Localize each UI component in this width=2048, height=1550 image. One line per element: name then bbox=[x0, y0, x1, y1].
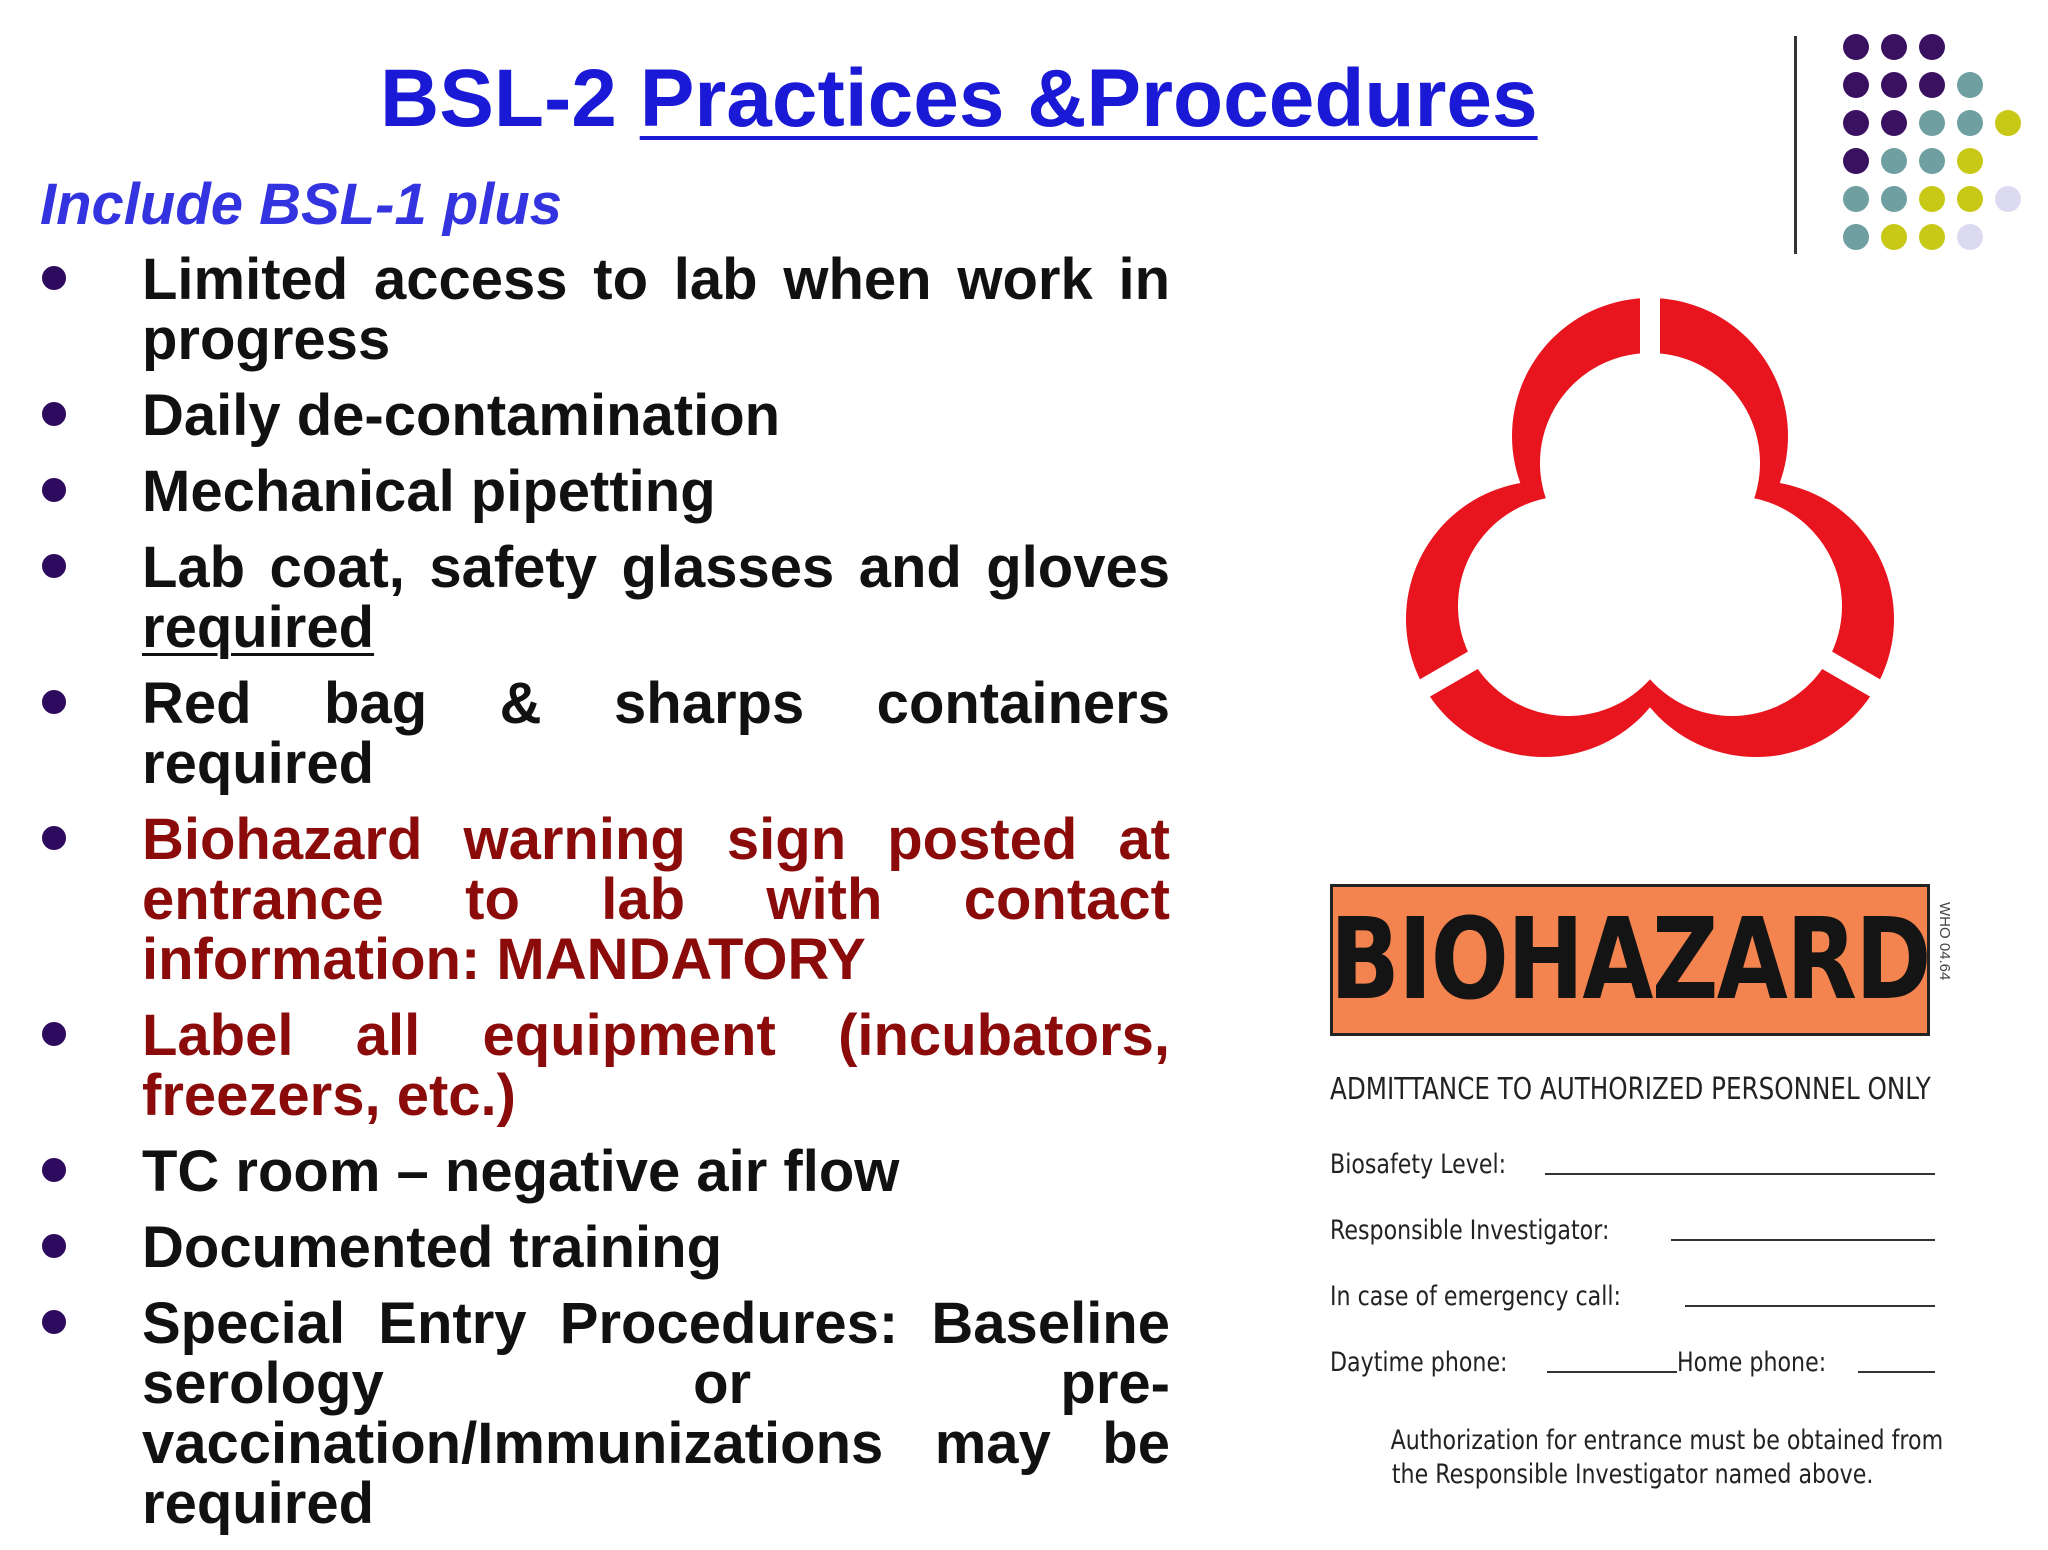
list-item: Limited access to lab when work in progress bbox=[40, 250, 1170, 370]
practices-list bbox=[40, 247, 1170, 1550]
decorative-dot bbox=[1843, 186, 1869, 212]
bullet-dot-icon bbox=[42, 478, 66, 502]
sign-admittance: ADMITTANCE TO AUTHORIZED PERSONNEL ONLY bbox=[1330, 1072, 1931, 1107]
decorative-dot bbox=[1843, 72, 1869, 98]
bullet-dot-icon bbox=[42, 1022, 66, 1046]
subtitle: Include BSL-1 plus bbox=[40, 172, 563, 237]
biohazard-icon bbox=[1400, 298, 1900, 858]
decorative-dot bbox=[1957, 148, 1983, 174]
decorative-dot bbox=[1843, 110, 1869, 136]
list-item: Daily de-contamination bbox=[40, 386, 1170, 446]
decorative-dot bbox=[1881, 34, 1907, 60]
list-item: Label all equipment (incubators, freezers, etc.) bbox=[40, 1006, 1170, 1126]
fill-in-line bbox=[1685, 1305, 1935, 1307]
decorative-dot bbox=[1919, 224, 1945, 250]
header-divider bbox=[1794, 36, 1797, 254]
sign-banner bbox=[1330, 884, 1930, 1036]
decorative-dot bbox=[1919, 34, 1945, 60]
bullet-dot-icon bbox=[42, 690, 66, 714]
decorative-dot bbox=[1957, 186, 1983, 212]
fill-in-line bbox=[1547, 1371, 1677, 1373]
sign-code: WHO 04.64 bbox=[1936, 902, 1953, 981]
list-item: Biohazard warning sign posted at entrance to lab with contact information: MANDATORY bbox=[40, 810, 1170, 990]
bullet-dot-icon bbox=[42, 554, 66, 578]
bullet-dot-icon bbox=[42, 266, 66, 290]
sign-field-phones: Daytime phone: Home phone: bbox=[1330, 1344, 1935, 1378]
bullet-dot-icon bbox=[42, 402, 66, 426]
bullet-dot-icon bbox=[42, 826, 66, 850]
bullet-dot-icon bbox=[42, 1158, 66, 1182]
decorative-dot bbox=[1957, 224, 1983, 250]
fill-in-line bbox=[1671, 1239, 1935, 1241]
list-item: Lab coat, safety glasses and gloves required bbox=[40, 538, 1170, 658]
decorative-dot bbox=[1881, 148, 1907, 174]
decorative-dot bbox=[1843, 224, 1869, 250]
list-item: Red bag & sharps containers required bbox=[40, 674, 1170, 794]
list-item: Special Entry Procedures: Baseline serology or pre-vaccination/Immunizations may be required bbox=[40, 1294, 1170, 1534]
decorative-dot bbox=[1919, 72, 1945, 98]
list-item: Mechanical pipetting bbox=[40, 462, 1170, 522]
decorative-dot bbox=[1881, 186, 1907, 212]
decorative-dot bbox=[1881, 224, 1907, 250]
decorative-dot bbox=[1881, 72, 1907, 98]
decorative-dot bbox=[1957, 72, 1983, 98]
decorative-dot bbox=[1995, 186, 2021, 212]
sign-authorization: Authorization for entrance must be obtained from the Responsible Investigator named above. bbox=[1390, 1425, 1944, 1490]
decorative-dot bbox=[1881, 110, 1907, 136]
title-underlined: Practices &Procedures bbox=[639, 53, 1538, 144]
decorative-dot bbox=[1995, 110, 2021, 136]
decorative-dot bbox=[1919, 110, 1945, 136]
decorative-dot bbox=[1843, 34, 1869, 60]
decorative-dot bbox=[1957, 110, 1983, 136]
sign-field-emergency: In case of emergency call: bbox=[1330, 1278, 1935, 1312]
fill-in-line bbox=[1858, 1371, 1935, 1373]
sign-field-investigator: Responsible Investigator: bbox=[1330, 1212, 1935, 1246]
bullet-dot-icon bbox=[42, 1234, 66, 1258]
decorative-dot bbox=[1843, 148, 1869, 174]
bullet-dot-icon bbox=[42, 1310, 66, 1334]
decorative-dot bbox=[1919, 148, 1945, 174]
fill-in-line bbox=[1545, 1173, 1935, 1175]
sign-banner-text: BIOHAZARD bbox=[1329, 895, 1931, 1025]
list-item: Documented training bbox=[40, 1218, 1170, 1278]
sign-field-biosafety: Biosafety Level: bbox=[1330, 1146, 1935, 1180]
list-item: TC room – negative air flow bbox=[40, 1142, 1170, 1202]
decorative-dot bbox=[1919, 186, 1945, 212]
title-prefix: BSL-2 bbox=[380, 53, 640, 144]
